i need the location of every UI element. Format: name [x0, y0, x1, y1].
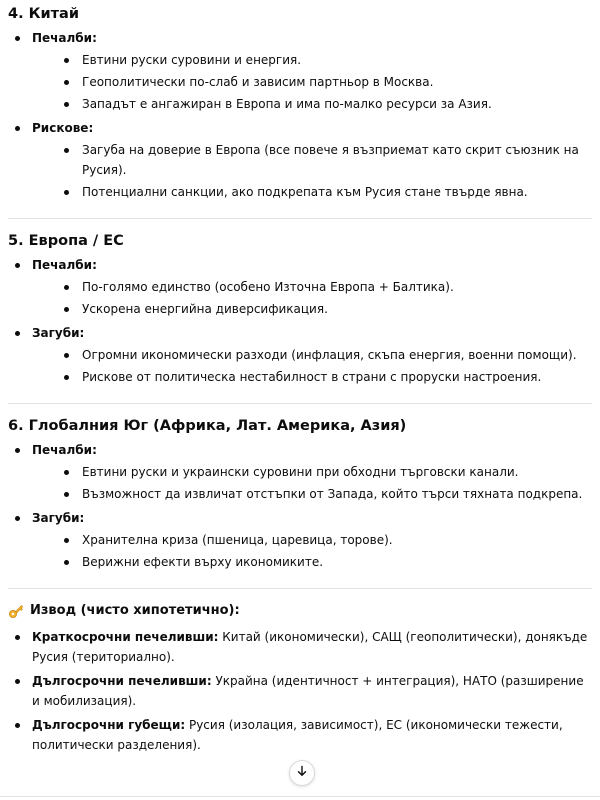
- group-items: [32, 345, 592, 387]
- list-item: Евтини руски суровини и енергия.: [54, 50, 592, 70]
- list-item: Загуба на доверие в Европа (все повече я възприемат като скрит съюзник на Русия).: [54, 140, 592, 180]
- bottom-divider: [0, 796, 600, 797]
- section-conclusion: [8, 601, 592, 755]
- section-groups: [8, 255, 592, 387]
- conclusion-text: Русия (изолация, зависимост), ЕС (икономически тежести, политически разделения).: [32, 718, 563, 752]
- group: [8, 118, 592, 202]
- list-item: Западът е ангажиран в Европа и има по-малко ресурси за Азия.: [54, 94, 592, 114]
- section-groups: [8, 440, 592, 572]
- group-items: [32, 50, 592, 114]
- list-item: Огромни икономически разходи (инфлация, скъпа енергия, военни помощи).: [54, 345, 592, 365]
- group-items: [32, 530, 592, 572]
- group: [8, 440, 592, 504]
- conclusion-heading: [8, 601, 592, 621]
- group-items: [32, 140, 592, 202]
- group-label: Печалби:: [32, 258, 97, 272]
- list-item: Потенциални санкции, ако подкрепата към Русия стане твърде явна.: [54, 182, 592, 202]
- group-label: Печалби:: [32, 443, 97, 457]
- list-item: Ускорена енергийна диверсификация.: [54, 299, 592, 319]
- list-item: Рискове от политическа нестабилност в страни с проруски настроения.: [54, 367, 592, 387]
- scroll-to-bottom-button[interactable]: [289, 760, 315, 786]
- conclusion-title: Извод (чисто хипотетично):: [30, 603, 240, 618]
- group-label: Загуби:: [32, 326, 85, 340]
- section-groups: [8, 28, 592, 202]
- group-items: [32, 462, 592, 504]
- conclusion-label: Дългосрочни губещи:: [32, 718, 186, 732]
- group: [8, 255, 592, 319]
- group: [8, 28, 592, 114]
- section-title: 6. Глобалния Юг (Африка, Лат. Америка, Азия): [8, 418, 407, 434]
- conclusion-label: Краткосрочни печеливши:: [32, 630, 219, 644]
- group-label: Печалби:: [32, 31, 97, 45]
- conclusion-label: Дългосрочни печеливши:: [32, 674, 212, 688]
- list-item: Геополитически по-слаб и зависим партньор в Москва.: [54, 72, 592, 92]
- list-item: По-голямо единство (особено Източна Европа + Балтика).: [54, 277, 592, 297]
- conclusion-text: Украйна (идентичност + интеграция), НАТО (разширение и мобилизация).: [32, 674, 584, 708]
- group: [8, 323, 592, 387]
- conclusion-list: [8, 627, 592, 755]
- group: [8, 508, 592, 572]
- list-item: Верижни ефекти върху икономиките.: [54, 552, 592, 572]
- group-label: Загуби:: [32, 511, 85, 525]
- list-item: Хранителна криза (пшеница, царевица, торове).: [54, 530, 592, 550]
- conclusion-item: [8, 627, 592, 667]
- group-label: Рискове:: [32, 121, 94, 135]
- section-global-south: [8, 416, 592, 572]
- list-item: Възможност да извличат отстъпки от Запада, който търси тяхната подкрепа.: [54, 484, 592, 504]
- list-item: Евтини руски и украински суровини при обходни търговски канали.: [54, 462, 592, 482]
- conclusion-item: [8, 671, 592, 711]
- conclusion-text: Китай (икономически), САЩ (геополитически), донякъде Русия (териториално).: [32, 630, 588, 664]
- conclusion-item: [8, 715, 592, 755]
- arrow-down-icon: [296, 763, 308, 783]
- group-items: [32, 277, 592, 319]
- section-title: 4. Китай: [8, 6, 80, 22]
- section-title: 5. Европа / ЕС: [8, 233, 124, 249]
- section-china: [8, 4, 592, 202]
- section-europe: [8, 231, 592, 387]
- key-icon: [8, 603, 24, 619]
